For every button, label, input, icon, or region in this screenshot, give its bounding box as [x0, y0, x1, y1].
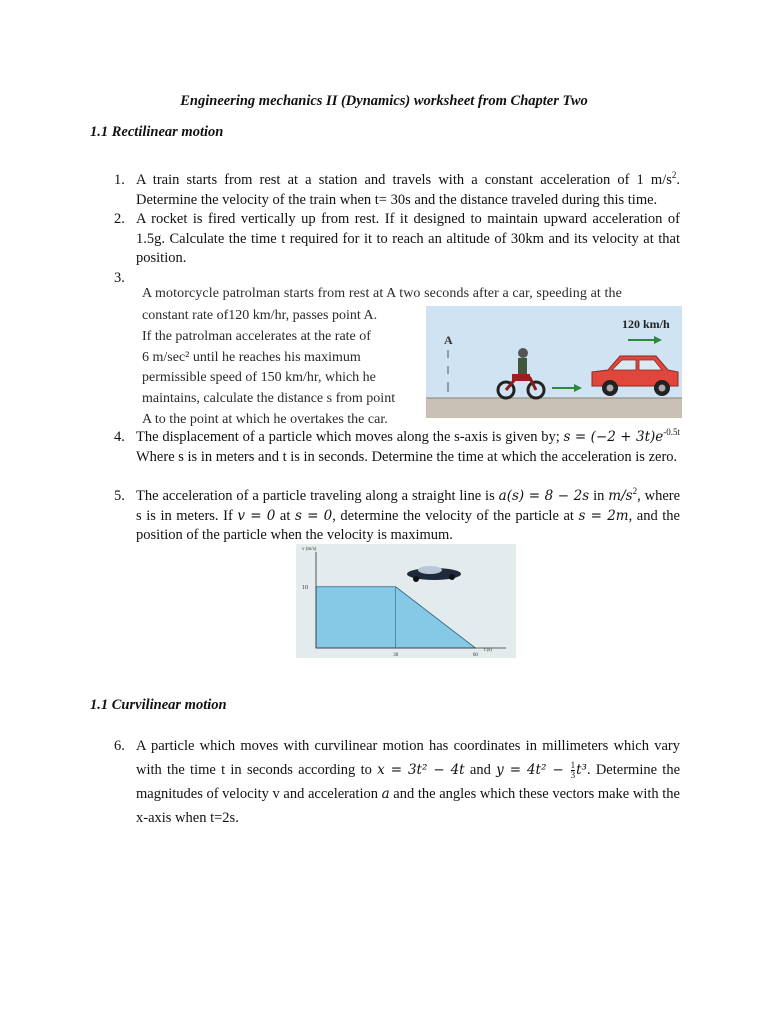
problem-text-line: constant rate of120 km/hr, passes point A.: [142, 308, 378, 323]
problem-text: A motorcycle patrolman starts from rest at A two seconds after a car, speeding at the: [142, 286, 622, 301]
problem-text: Where s is in meters and t is in seconds. Determine the time at which the acceleration is zero.: [136, 448, 678, 465]
fraction-denominator: 3: [570, 770, 576, 781]
y-axis-label: v (m/s): [302, 547, 317, 552]
problem-text-line: permissible speed of 150 km/hr, which he: [142, 370, 376, 386]
problem-text: , where s is in meters. If: [136, 488, 681, 524]
point-a-label: A: [444, 333, 453, 347]
velocity-time-graph: [296, 544, 516, 658]
problem-text: and the angles which these vectors make with the x-axis when t=2s.: [136, 786, 680, 826]
problem-text: and: [464, 762, 497, 778]
x-tick-label: 60: [472, 653, 478, 658]
problem-number: 3.: [114, 270, 125, 286]
problem-text-line: If the patrolman accelerates at the rate of: [142, 328, 371, 344]
problem-3-scan: [136, 284, 684, 429]
problem-number: 6.: [114, 738, 125, 754]
problem-text: in: [589, 488, 609, 504]
problem-text-line: 6 m/sec² until he reaches his maximum: [142, 349, 361, 365]
superscript: 2: [632, 486, 638, 497]
problem-4: [114, 428, 680, 467]
problem-number: 4.: [114, 429, 125, 445]
formula: a: [381, 786, 390, 802]
formula: a(s) = 8 − 2s: [498, 488, 590, 504]
formula: x = 3t² − 4t: [377, 762, 465, 778]
problem-text: , and the position of the particle when the velocity is maximum.: [136, 507, 680, 543]
superscript: -0.5t: [663, 427, 681, 438]
problem-text-line: maintains, calculate the distance s from point: [142, 391, 396, 407]
problem-1: [114, 171, 680, 210]
problem-6: [114, 734, 680, 830]
x-axis-label: t (s): [484, 648, 492, 653]
page-title: Engineering mechanics II (Dynamics) worksheet from Chapter Two: [180, 93, 588, 109]
motorcycle-car-figure: [426, 306, 682, 418]
fraction: [571, 761, 576, 780]
problem-text: . Determine the velocity of the train when t= 30s and the distance traveled during this time.: [136, 172, 680, 208]
problem-text: The acceleration of a particle traveling along a straight line is: [136, 488, 499, 504]
y-tick-label: 10: [302, 584, 308, 591]
speed-label: 120 km/h: [622, 317, 670, 331]
problem-number: 5.: [114, 488, 125, 504]
problem-text: A train starts from rest at a station and travels with a constant acceleration of 1 m/s: [136, 172, 672, 188]
problem-number: 1.: [114, 172, 125, 188]
section-rectilinear: 1.1 Rectilinear motion: [90, 124, 224, 140]
problem-text: A rocket is fired vertically up from rest. If it designed to maintain upward acceleration of 1.5g. Calculate the time t required for it to reach an altitude of 30km and its velocity at that position.: [136, 211, 680, 266]
x-tick-label: 30: [393, 653, 399, 658]
problem-text: The displacement of a particle which moves along the s-axis is given by;: [136, 429, 564, 445]
formula: t³: [576, 762, 587, 778]
problem-text-line: A to the point at which he overtakes the car.: [142, 411, 388, 427]
formula: s = 0: [294, 507, 333, 524]
formula: s = 2m: [578, 507, 629, 524]
formula: v = 0: [237, 507, 276, 524]
road: [426, 398, 682, 418]
problem-text: . Determine the magnitudes of velocity v and acceleration: [136, 762, 681, 802]
problem-text: at: [275, 507, 295, 524]
fraction-numerator: 1: [570, 760, 576, 771]
formula: m/s: [608, 488, 633, 504]
formula: y = 4t² −: [496, 762, 570, 778]
formula: s = (−2 + 3t)e: [563, 429, 664, 445]
problem-number: 2.: [114, 211, 125, 227]
problem-3-text-column: [142, 306, 414, 431]
superscript: 2: [671, 170, 677, 181]
section-curvilinear: 1.1 Curvilinear motion: [90, 697, 227, 713]
problem-text: , determine the velocity of the particle at: [332, 507, 579, 524]
problem-2: [114, 210, 680, 269]
problem-5: [114, 487, 680, 546]
problem-text: A particle which moves with curvilinear motion has coordinates in millimeters which vary with the time t in seconds according to: [136, 738, 680, 778]
